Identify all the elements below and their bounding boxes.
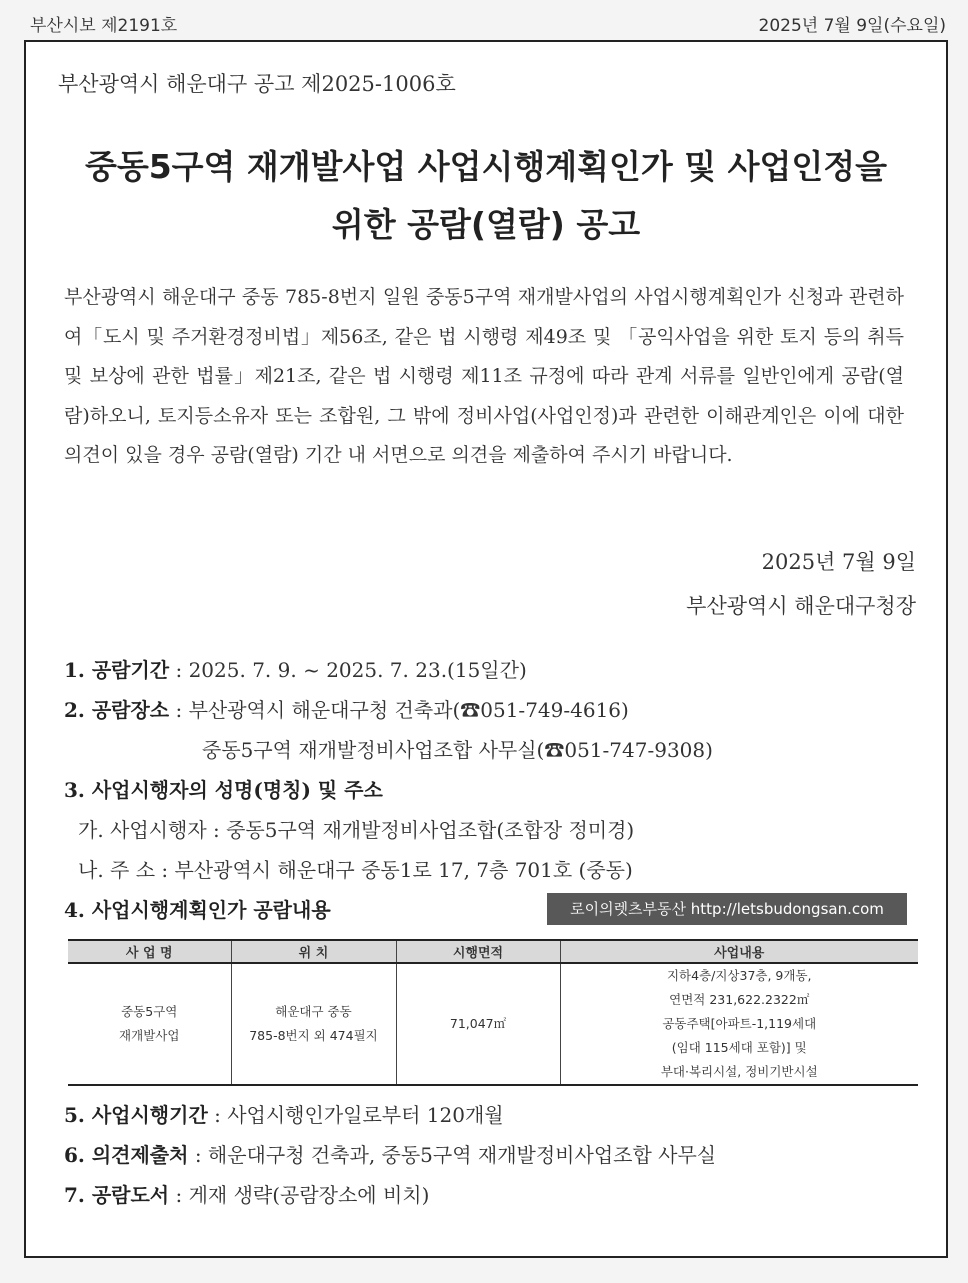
item-place-label: 2. 공람장소 <box>64 698 170 722</box>
item-operator-name: 가. 사업시행자 : 중동5구역 재개발정비사업조합(조합장 정미경) <box>78 818 635 842</box>
col-header-content: 사업내용 <box>560 940 918 963</box>
plan-table <box>68 939 918 1086</box>
cell-content-line-4: (임대 115세대 포함)] 및 <box>671 1040 807 1055</box>
col-header-name: 사 업 명 <box>68 940 231 963</box>
cell-content <box>560 963 918 1085</box>
item-plan-heading-text: 4. 사업시행계획인가 공람내용 <box>64 898 331 922</box>
item-submit-label: 6. 의견제출처 <box>64 1143 189 1167</box>
item-submit <box>64 1139 716 1168</box>
col-header-location: 위 치 <box>231 940 396 963</box>
item-period-value: : 2025. 7. 9. ~ 2025. 7. 23.(15일간) <box>175 658 527 682</box>
item-period2-label: 5. 사업시행기간 <box>64 1103 208 1127</box>
cell-content-line-2: 연면적 231,622.2322㎡ <box>669 992 810 1007</box>
item-period <box>64 654 527 683</box>
item-period2 <box>64 1099 504 1128</box>
notice-body: 부산광역시 해운대구 중동 785-8번지 일원 중동5구역 재개발사업의 사업시행계획인가 신청과 관련하여「도시 및 주거환경정비법」제56조, 같은 법 시행령 제49조 및 「공익사업을 위한 토지 등의 취득 및 보상에 관한 법률」제21조, 같은 법 시행령 제11조 규정에 따라 관계 서류를 일반인에게 공람(열람)하오니, 토지등소유자 또는 조합원, 그 밖에 정비사업(사업인정)과 관련한 이해관계인은 이에 대한 의견이 있을 경우 공람(열람) 기간 내 서면으로 의견을 제출하여 주시기 바랍니다. <box>64 286 904 466</box>
gazette-number: 부산시보 제2191호 <box>30 16 178 36</box>
notice-title-line-1: 중동5구역 재개발사업 사업시행계획인가 및 사업인정을 <box>84 147 888 186</box>
cell-location-line-2: 785-8번지 외 474필지 <box>249 1028 378 1043</box>
item-submit-value: : 해운대구청 건축과, 중동5구역 재개발정비사업조합 사무실 <box>194 1143 717 1167</box>
notice-title <box>26 138 946 254</box>
cell-project-name-line-2: 재개발사업 <box>119 1028 180 1043</box>
item-docs-value: : 게재 생략(공람장소에 비치) <box>175 1183 430 1207</box>
item-operator-heading-text: 3. 사업시행자의 성명(명칭) 및 주소 <box>64 778 383 802</box>
gazette-date: 2025년 7월 9일(수요일) <box>758 16 946 36</box>
cell-project-name-line-1: 중동5구역 <box>121 1004 178 1019</box>
item-place <box>64 694 629 723</box>
item-operator-heading <box>64 774 383 803</box>
notice-frame <box>24 40 948 1258</box>
cell-location <box>231 963 396 1085</box>
notice-title-line-2: 위한 공람(열람) 공고 <box>331 205 641 244</box>
cell-location-line-1: 해운대구 중동 <box>275 1004 352 1019</box>
item-place-value: : 부산광역시 해운대구청 건축과(☎051-749-4616) <box>175 698 629 722</box>
table-row <box>68 963 918 1085</box>
item-plan-heading <box>64 894 331 923</box>
cell-content-line-3: 공동주택[아파트-1,119세대 <box>662 1016 817 1031</box>
item-docs <box>64 1179 429 1208</box>
cell-area: 71,047㎡ <box>396 963 560 1085</box>
notice-number: 부산광역시 해운대구 공고 제2025-1006호 <box>58 72 456 96</box>
item-period2-value: : 사업시행인가일로부터 120개월 <box>214 1103 504 1127</box>
item-period-label: 1. 공람기간 <box>64 658 170 682</box>
cell-project-name <box>68 963 231 1085</box>
cell-content-line-1: 지하4층/지상37층, 9개동, <box>666 968 812 983</box>
gazette-header <box>0 0 968 40</box>
cell-content-line-5: 부대·복리시설, 정비기반시설 <box>660 1064 818 1079</box>
item-operator-address: 나. 주 소 : 부산광역시 해운대구 중동1로 17, 7층 701호 (중동) <box>78 858 633 882</box>
plan-table-header-row <box>68 940 918 963</box>
item-docs-label: 7. 공람도서 <box>64 1183 170 1207</box>
col-header-area: 시행면적 <box>396 940 560 963</box>
watermark-banner: 로이의렛츠부동산 http://letsbudongsan.com <box>547 893 907 925</box>
item-place-value-2: 중동5구역 재개발정비사업조합 사무실(☎051-747-9308) <box>202 738 713 762</box>
notice-date: 2025년 7월 9일 <box>761 550 916 574</box>
notice-issuer: 부산광역시 해운대구청장 <box>686 594 916 618</box>
